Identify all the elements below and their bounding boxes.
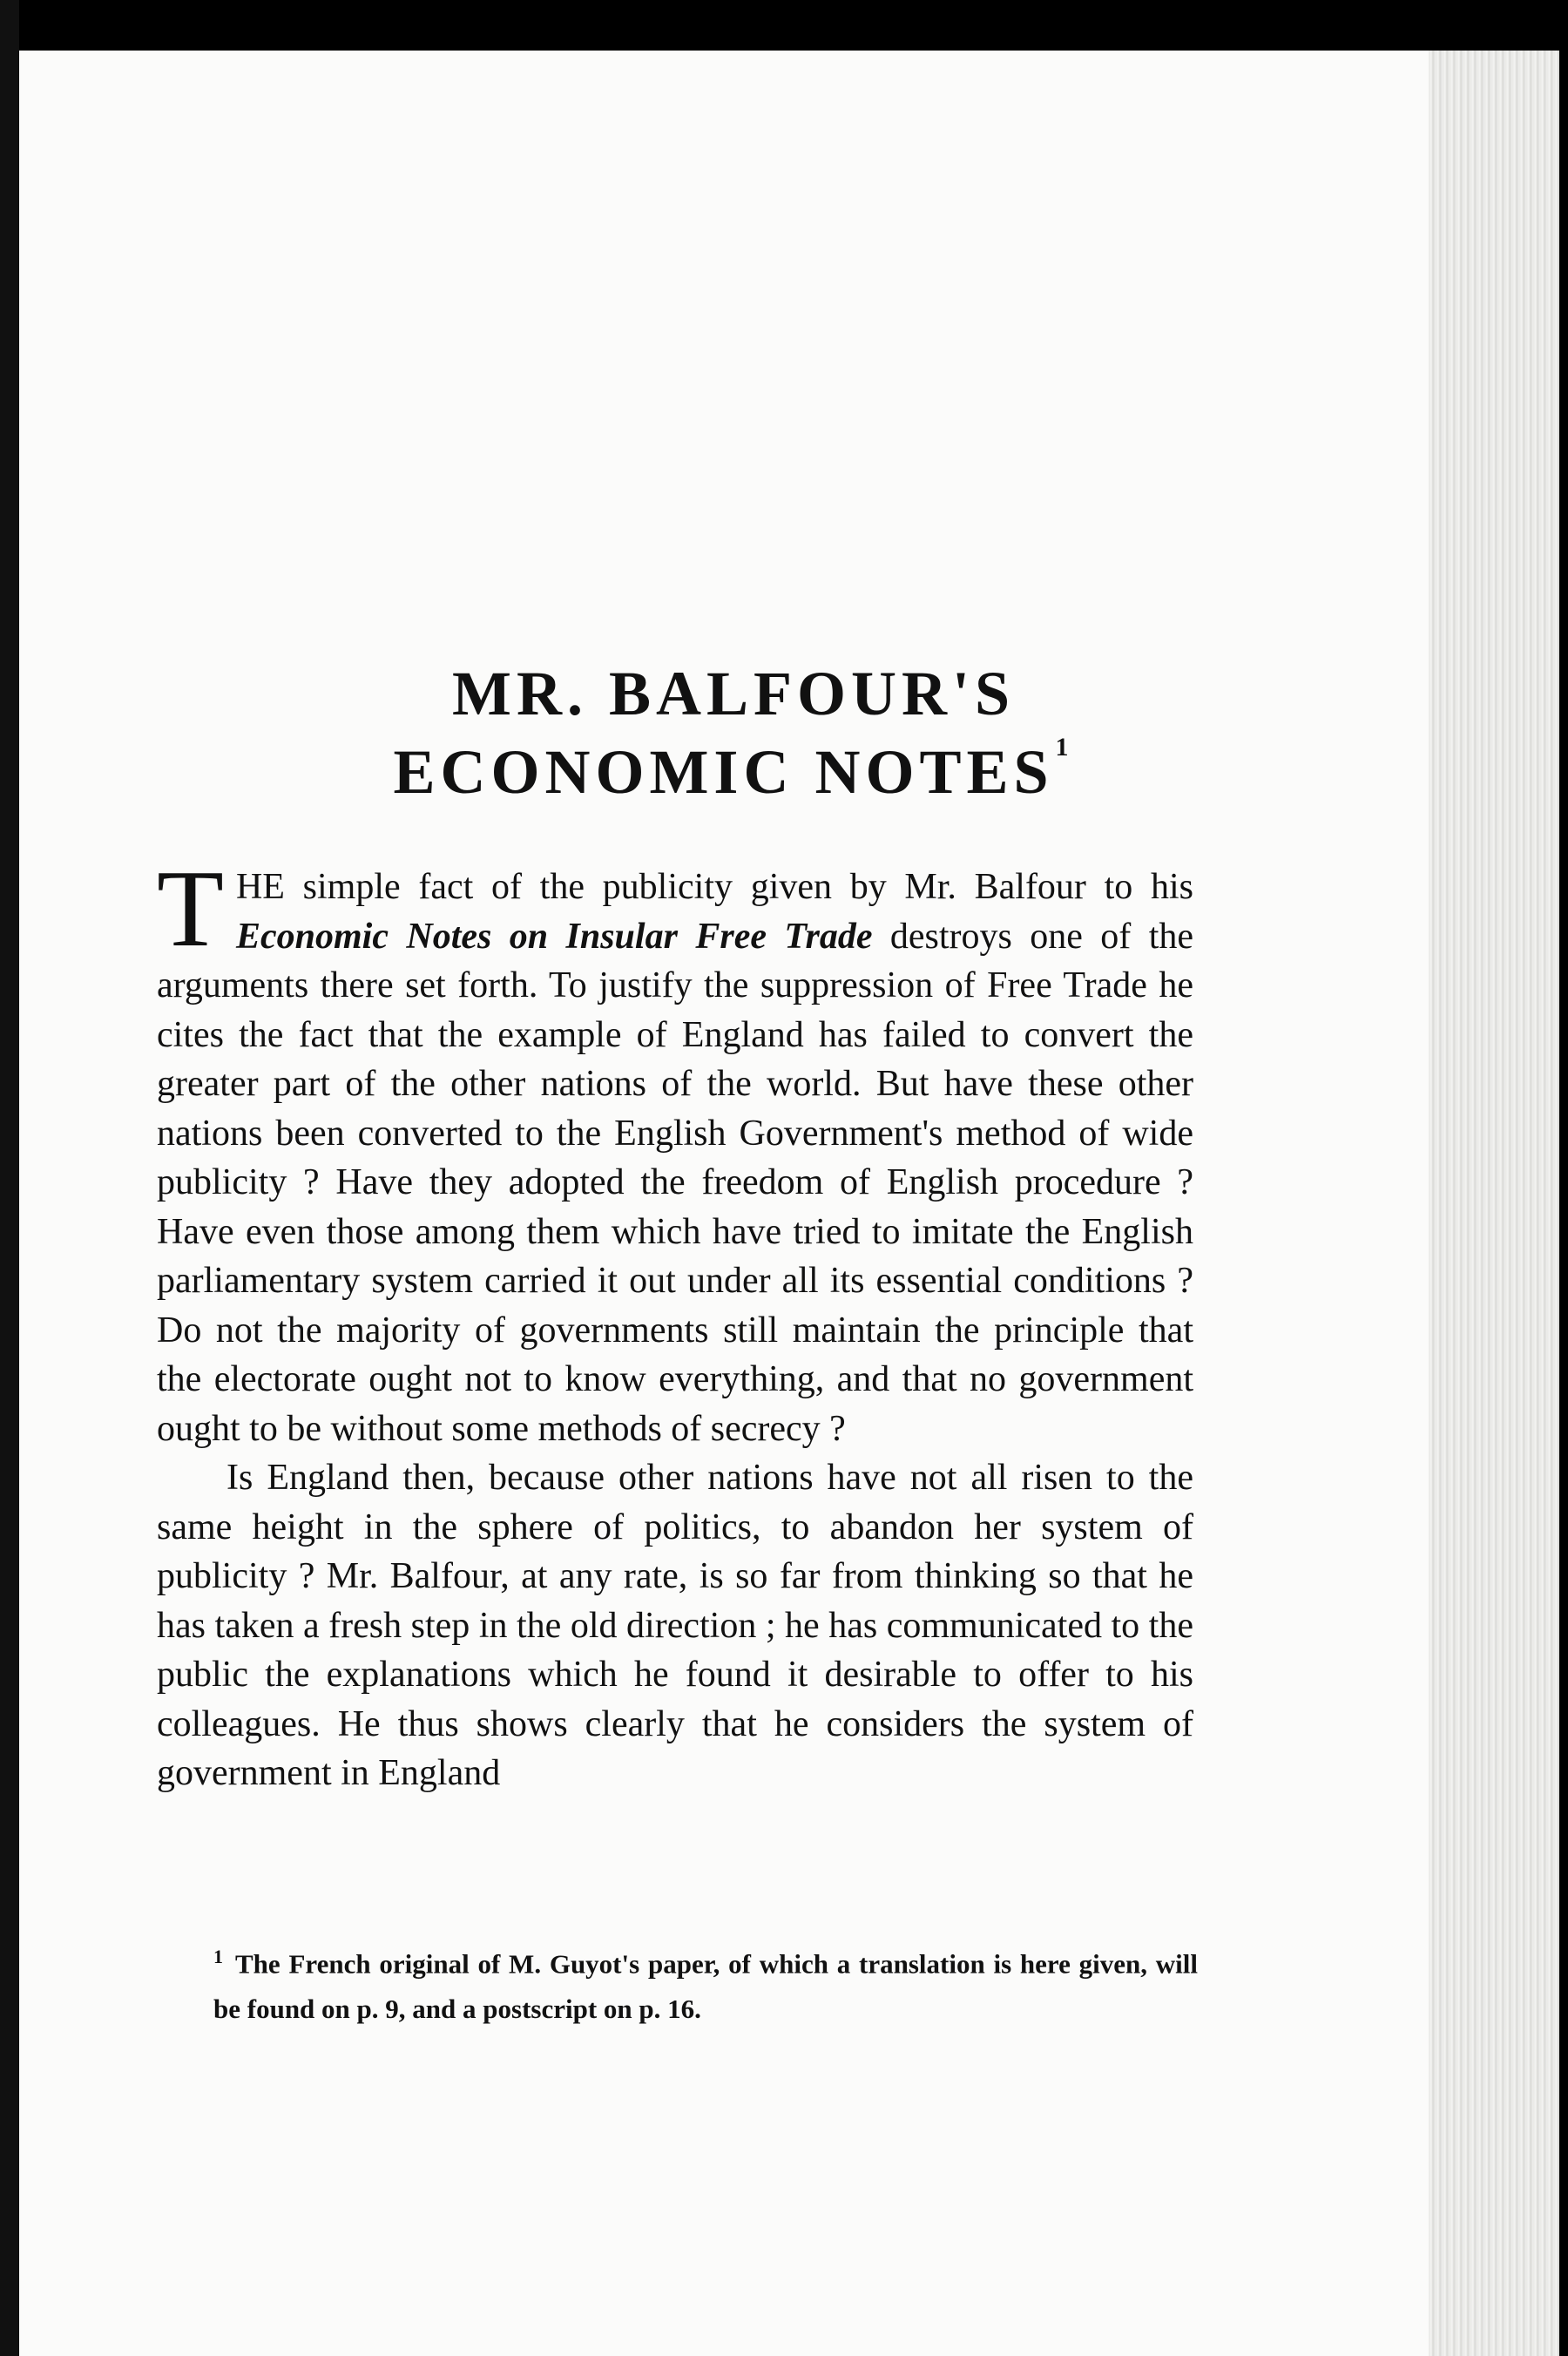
page-edges [1429, 51, 1559, 2356]
page-title-line-1: MR. BALFOUR'S [451, 659, 1016, 728]
footnote [161, 1934, 1198, 2032]
page-title-line-2 [19, 733, 1448, 809]
footnote-text-block [161, 1934, 1198, 2032]
paragraph-2: Is England then, because other nations have not all risen to the same height in the sphere of politics, to abandon her system of publicity ? Mr. Balfour, at any rate, is so far from thinking so that he has taken a fresh step in the old direction ; he has communicated to the public the explanations which he found it desirable to offer to his colleagues. He thus shows clearly that he considers the system of government in England [157, 1458, 1193, 1793]
paragraph-1-lead: HE simple fact of the publicity given by Mr. Balfour to his [235, 867, 1193, 907]
footnote-text: The French original of M. Guyot's paper, of which a translation is here given, will be found on p. 9, and a postscript on p. 16. [213, 1948, 1198, 2025]
paragraph-1 [157, 849, 1194, 1453]
article-body [157, 849, 1194, 1798]
book-title: Economic Notes on Insular Free Trade [235, 916, 873, 957]
footnote-marker: 1 [213, 1946, 223, 1967]
binding-gutter [0, 0, 19, 2356]
drop-cap: T [157, 849, 224, 970]
footnote-reference: 1 [1055, 733, 1074, 762]
paragraph-1-rest: destroys one of the arguments there set forth. To justify the suppression of Free Trade he cites the fact that the example of England has failed to convert the greater part of the other nations of the world. But have these other nations been converted to the English Government's method of wide publicity ? Have they adopted the freedom of English procedure ? Have even those among them which have tried to imitate the English parliamentary system carried it out under all its essential conditions ? Do not the majority of governments still maintain the principle that the electorate ought not to know everything, and that no government ought to be without some methods of secrecy ? [157, 916, 1194, 1449]
page-title-text: ECONOMIC NOTES [393, 737, 1054, 807]
